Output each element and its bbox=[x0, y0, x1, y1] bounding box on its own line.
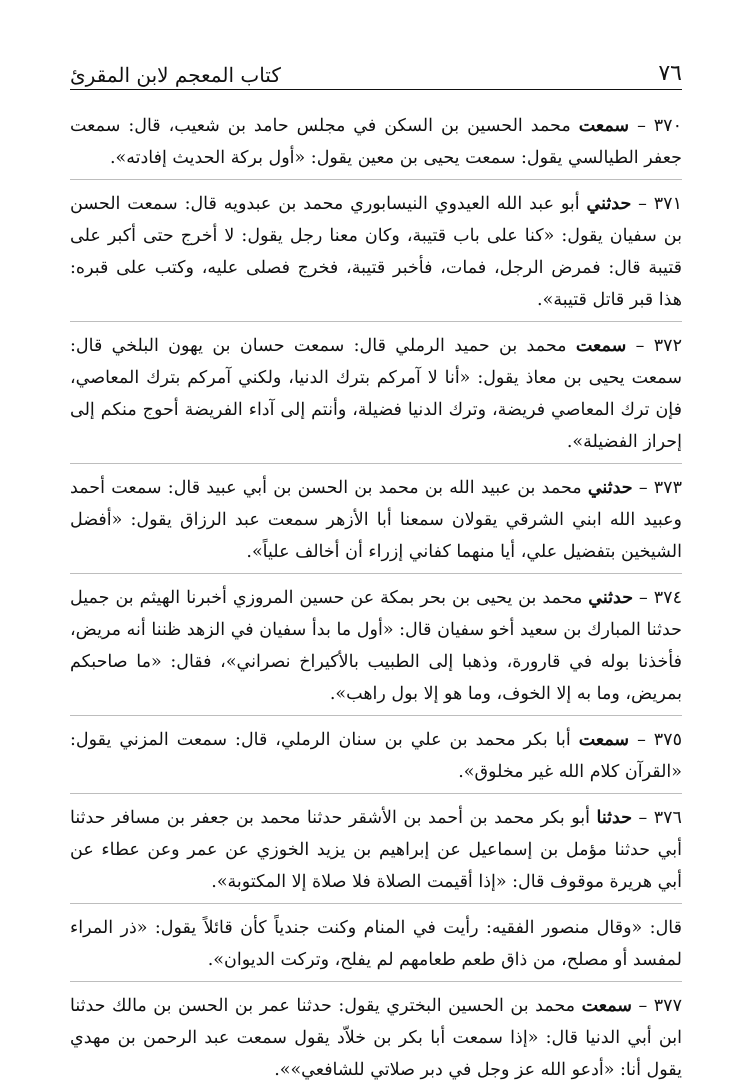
hadith-entry-372 bbox=[70, 321, 682, 458]
entry-text: محمد بن حميد الرملي قال: سمعت حسان بن يهون البلخي قال: سمعت يحيى بن معاذ يقول: «أنا لا آمركم بترك الدنيا، ولكني آمركم بترك المعاصي، فإن ترك المعاصي فريضة، وترك الدنيا فضيلة، وأنتم إلى آداء الفريضة أحوج منكم إلى إحراز الفضيلة». bbox=[70, 336, 682, 452]
entry-text: محمد بن عبيد الله بن محمد بن الحسن بن أبي عبيد قال: سمعت أحمد وعبيد الله ابني الشرقي يقولان سمعنا أبا الأزهر سمعت عبد الرزاق يقول: «أفضل الشيخين بتفضيل علي، أيا منهما كفاني إزراء أن أخالف علياً». bbox=[70, 478, 682, 562]
hadith-entry-373 bbox=[70, 463, 682, 568]
hadith-entry-377 bbox=[70, 981, 682, 1086]
entry-text: محمد الحسين بن السكن في مجلس حامد بن شعيب، قال: سمعت جعفر الطيالسي يقول: سمعت يحيى بن معين يقول: «أول بركة الحديث إفادته». bbox=[70, 116, 682, 168]
entry-text: أبو عبد الله العيدوي النيسابوري محمد بن عبدويه قال: سمعت الحسن بن سفيان يقول: «كنا على باب قتيبة، وكان معنا رجل يقول: لا أخرج حتى أكبر على قتيبة قال: فمرض الرجل، فمات، فأخبر قتيبة، فخرج فصلى عليه، وكتب على قبره: هذا قبر قاتل قتيبة». bbox=[70, 194, 682, 310]
entry-number: ٣٧١ – bbox=[638, 194, 682, 214]
entry-text: أبو بكر محمد بن أحمد بن الأشقر حدثنا محمد بن جعفر بن مسافر حدثنا أبي حدثنا مؤمل بن إسماعيل عن إبراهيم بن يزيد الخوزي عن عمر وعن عطاء عن أبي هريرة موقوف قال: «إذا أقيمت الصلاة فلا صلاة إلا المكتوبة». bbox=[70, 808, 682, 892]
entry-lead-word: سمعت bbox=[575, 336, 627, 356]
running-title: كتاب المعجم لابن المقرئ bbox=[70, 63, 281, 87]
entry-lead-word: سمعت bbox=[581, 996, 632, 1016]
hadith-entry-370 bbox=[70, 110, 682, 174]
entry-text: محمد بن يحيى بن بحر بمكة عن حسين المروزي أخبرنا الهيثم بن جميل حدثنا المبارك بن سعيد أخو سفيان قال: «أول ما بدأ سفيان في الزهد ظننا أنه مريض، فأخذنا بوله في قارورة، وذهبا إلى الطبيب بالأكيراخ نصراني»، فقال: «ما صاحبكم بمريض، وما به إلا الخوف، وما هو إلا بول راهب». bbox=[70, 588, 682, 704]
entry-lead-word: حدثنا bbox=[596, 808, 633, 828]
entry-lead-word: سمعت bbox=[578, 116, 630, 136]
entry-number: ٣٧٠ – bbox=[637, 116, 682, 136]
entry-text: قال: «وقال منصور الفقيه: رأيت في المنام وكنت جندياً كأن قائلاً يقول: «ذر المراء لمفسد أو مصلح، من ذاق طعم طعامهم لم يفلح، وتركت الديوان». bbox=[70, 918, 682, 970]
entry-number: ٣٧٢ – bbox=[635, 336, 682, 356]
page-body bbox=[70, 110, 682, 1086]
hadith-entry-375 bbox=[70, 715, 682, 788]
hadith-entry-376 bbox=[70, 793, 682, 898]
entry-lead-word: حدثني bbox=[586, 194, 632, 214]
entry-number: ٣٧٧ – bbox=[638, 996, 682, 1016]
hadith-entry-374 bbox=[70, 573, 682, 710]
entry-text: محمد بن الحسين البختري يقول: حدثنا عمر بن الحسن بن مالك حدثنا ابن أبي الدنيا قال: «إذا سمعت أبا بكر بن خلاّد يقول سمعت عبد الرحمن بن مهدي يقول أنا: «أدعو الله عز وجل في دبر صلاتي للشافعي»». bbox=[70, 996, 682, 1080]
entry-number: ٣٧٤ – bbox=[639, 588, 682, 608]
commentary-paragraph bbox=[70, 903, 682, 976]
entry-text: أبا بكر محمد بن علي بن سنان الرملي، قال: سمعت المزني يقول: «القرآن كلام الله غير مخلوق». bbox=[70, 730, 682, 782]
entry-number: ٣٧٦ – bbox=[638, 808, 682, 828]
page-number: ٧٦ bbox=[658, 61, 682, 86]
entry-number: ٣٧٣ – bbox=[638, 478, 682, 498]
entry-lead-word: سمعت bbox=[578, 730, 630, 750]
entry-lead-word: حدثني bbox=[588, 588, 634, 608]
entry-lead-word: حدثني bbox=[587, 478, 633, 498]
hadith-entry-371 bbox=[70, 179, 682, 316]
entry-number: ٣٧٥ – bbox=[637, 730, 682, 750]
page-header bbox=[70, 52, 682, 90]
